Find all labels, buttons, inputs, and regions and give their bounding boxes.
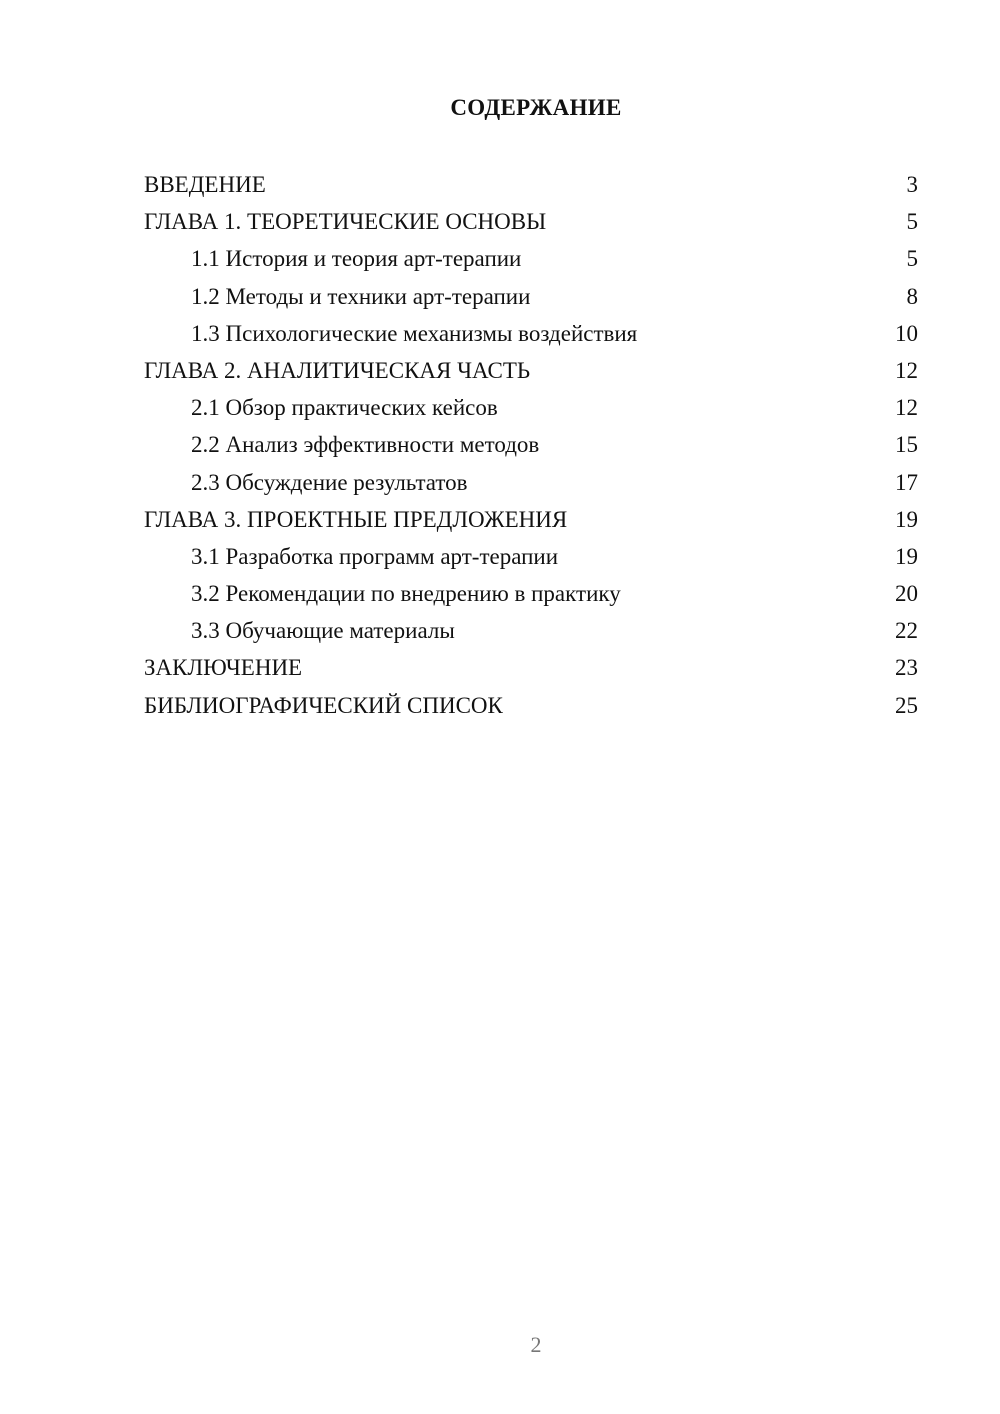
- toc-entry-section-3-2[interactable]: [144, 577, 918, 614]
- toc-entry-chapter-2[interactable]: [144, 354, 918, 391]
- toc-entry-label: 1.1 История и теория арт-терапии: [191, 246, 522, 272]
- toc-entry-label: ЗАКЛЮЧЕНИЕ: [144, 655, 303, 681]
- toc-entry-page: 12: [895, 357, 918, 383]
- page-title: СОДЕРЖАНИЕ: [450, 95, 622, 120]
- toc-entry-label: ГЛАВА 3. ПРОЕКТНЫЕ ПРЕДЛОЖЕНИЯ: [144, 506, 568, 532]
- toc-entry-page: 10: [895, 320, 918, 346]
- toc-entry-section-3-1[interactable]: [144, 540, 918, 577]
- toc-entry-conclusion[interactable]: [144, 651, 918, 688]
- table-of-contents: [144, 168, 918, 726]
- toc-entry-page: 17: [895, 469, 918, 495]
- toc-entry-section-2-3[interactable]: [144, 466, 918, 503]
- toc-entry-label: ГЛАВА 2. АНАЛИТИЧЕСКАЯ ЧАСТЬ: [144, 357, 531, 383]
- toc-entry-introduction[interactable]: [144, 168, 918, 205]
- toc-entry-section-1-3[interactable]: [144, 317, 918, 354]
- toc-entry-label: 3.2 Рекомендации по внедрению в практику: [191, 581, 621, 607]
- toc-entry-page: 3: [906, 172, 918, 197]
- toc-entry-page: 8: [906, 283, 918, 309]
- toc-entry-page: 5: [906, 209, 918, 235]
- toc-entry-page: 19: [895, 543, 918, 569]
- toc-entry-page: 20: [895, 581, 918, 607]
- toc-entry-chapter-3[interactable]: [144, 503, 918, 540]
- toc-entry-page: 23: [895, 655, 918, 681]
- toc-entry-label: ВВЕДЕНИЕ: [144, 172, 266, 197]
- toc-entry-page: 15: [895, 432, 918, 458]
- toc-entry-section-1-2[interactable]: [144, 280, 918, 317]
- toc-entry-section-3-3[interactable]: [144, 614, 918, 651]
- toc-entry-chapter-1[interactable]: [144, 205, 918, 242]
- toc-entry-label: 3.3 Обучающие материалы: [191, 618, 455, 644]
- toc-entry-label: ГЛАВА 1. ТЕОРЕТИЧЕСКИЕ ОСНОВЫ: [144, 209, 547, 235]
- toc-entry-label: 2.1 Обзор практических кейсов: [191, 395, 498, 421]
- toc-entry-page: 12: [895, 395, 918, 421]
- toc-entry-label: 2.3 Обсуждение результатов: [191, 469, 468, 495]
- toc-entry-label: 2.2 Анализ эффективности методов: [191, 432, 540, 458]
- toc-entry-bibliography[interactable]: [144, 689, 918, 726]
- toc-entry-label: 1.3 Психологические механизмы воздействия: [191, 320, 638, 346]
- toc-entry-page: 5: [906, 246, 918, 272]
- toc-entry-label: БИБЛИОГРАФИЧЕСКИЙ СПИСОК: [144, 692, 503, 718]
- toc-entry-section-2-1[interactable]: [144, 391, 918, 428]
- toc-entry-section-1-1[interactable]: [144, 242, 918, 279]
- toc-entry-page: 22: [895, 618, 918, 644]
- toc-entry-section-2-2[interactable]: [144, 428, 918, 465]
- toc-entry-label: 1.2 Методы и техники арт-терапии: [191, 283, 531, 309]
- page-number: 2: [530, 1332, 542, 1357]
- toc-entry-label: 3.1 Разработка программ арт-терапии: [191, 543, 559, 569]
- toc-entry-page: 25: [895, 692, 918, 718]
- toc-entry-page: 19: [895, 506, 918, 532]
